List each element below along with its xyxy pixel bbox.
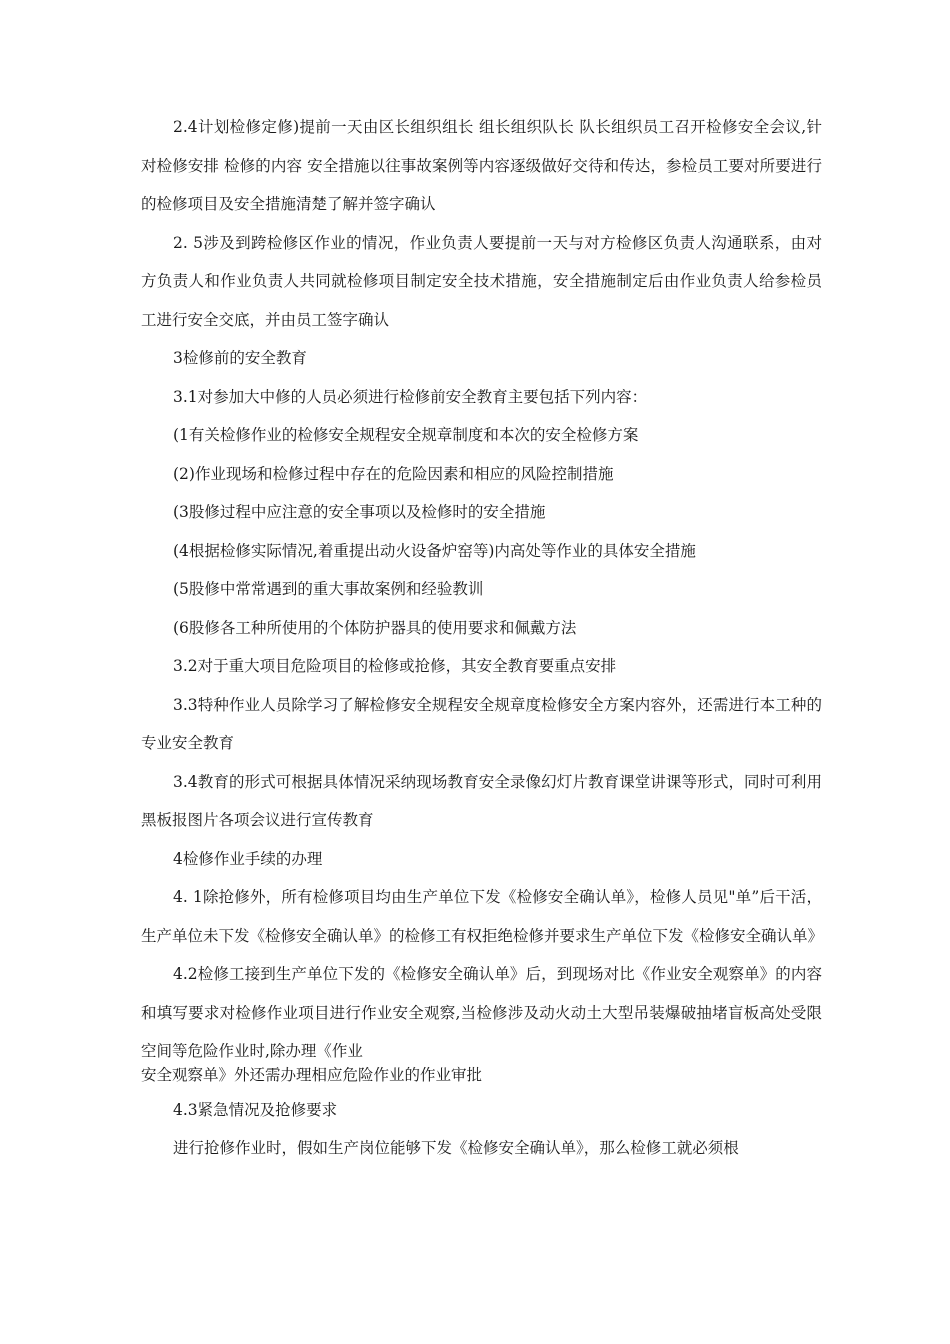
paragraph-3-4: 3.4教育的形式可根据具体情况采纳现场教育安全录像幻灯片教育课堂讲课等形式，同时可利用黑板报图片各项会议进行宣传教育 xyxy=(141,772,822,829)
paragraph-2-5: 2. 5涉及到跨检修区作业的情况，作业负责人要提前一天与对方检修区负责人沟通联系，由对方负责人和作业负责人共同就检修项目制定安全技术措施，安全措施制定后由作业负责人给参检员工进行安全交底，并由员工签字确认 xyxy=(141,233,822,329)
section-heading-4-3: 4.3紧急情况及抢修要求 xyxy=(173,1100,338,1119)
paragraph-4-2-continuation xyxy=(141,1063,822,1087)
paragraph-3-3: 3.3特种作业人员除学习了解检修安全规程安全规章度检修安全方案内容外，还需进行本工种的专业安全教育 xyxy=(141,695,822,752)
list-item-6: (6股修各工种所使用的个体防护器具的使用要求和佩戴方法 xyxy=(173,618,577,637)
list-item-2: (2)作业现场和检修过程中存在的危险因素和相应的风险控制措施 xyxy=(173,464,614,483)
list-item-3: (3股修过程中应注意的安全事项以及检修时的安全措施 xyxy=(173,503,546,521)
paragraph-4-2: 4.2检修工接到生产单位下发的《检修安全确认单》后，到现场对比《作业安全观察单》的内容和填写要求对检修作业项目进行作业安全观察,当检修涉及动火动土大型吊装爆破抽堵盲板高处受限空间等危险作业时,除办理《作业 xyxy=(141,965,822,1060)
section-heading-4: 4检修作业手续的办理 xyxy=(173,849,323,868)
list-item-5: (5股修中常常遇到的重大事故案例和经验教训 xyxy=(173,580,484,598)
paragraph-2-4: 2.4计划检修定修)提前一天由区长组织组长 组长组织队长 队长组织员工召开检修安全会议,针对检修安排 检修的内容 安全措施以往事故案例等内容逐级做好交待和传达，参检员工要对所要进行的检修项目及安全措施清楚了解并签字确认 xyxy=(141,118,822,213)
list-item-4: (4根据检修实际情况,着重提出动火设备炉窑等)内高处等作业的具体安全措施 xyxy=(173,541,696,560)
broken-line: 安全观察单》外还需办理相应危险作业的作业审批 xyxy=(141,1065,483,1084)
paragraph-emergency: 进行抢修作业时，假如生产岗位能够下发《检修安全确认单》，那么检修工就必须根 xyxy=(173,1139,739,1157)
paragraph-3-2: 3.2对于重大项目危险项目的检修或抢修，其安全教育要重点安排 xyxy=(173,657,617,675)
paragraph-3-1: 3.1对参加大中修的人员必须进行检修前安全教育主要包括下列内容： xyxy=(173,387,648,406)
paragraph-4-1: 4. 1除抢修外，所有检修项目均由生产单位下发《检修安全确认单》，检修人员见"单”后干活，生产单位未下发《检修安全确认单》的检修工有权拒绝检修并要求生产单位下发《检修安全确认单》 xyxy=(141,888,824,945)
list-item-1: (1有关检修作业的检修安全规程安全规章制度和本次的安全检修方案 xyxy=(173,426,639,444)
section-heading-3: 3检修前的安全教育 xyxy=(173,349,307,367)
